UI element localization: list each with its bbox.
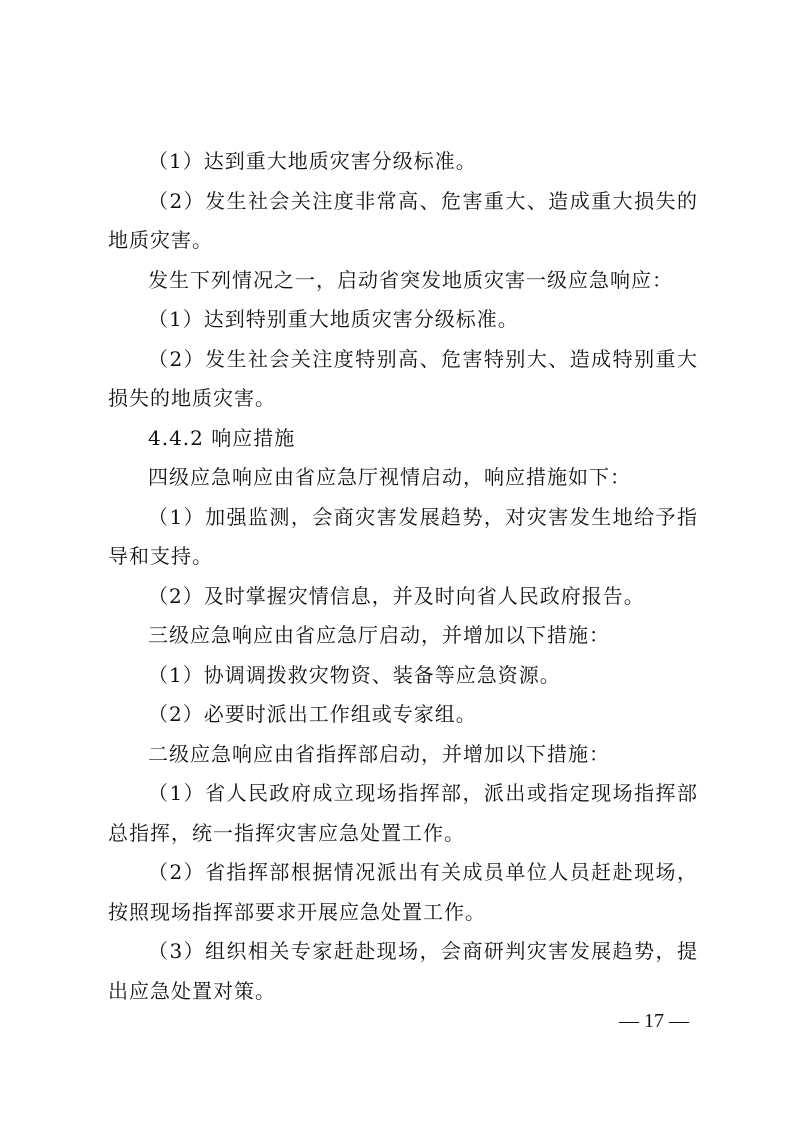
paragraph-15: （2）省指挥部根据情况派出有关成员单位人员赶赴现场，按照现场指挥部要求开展应急处置工作。 [108,860,698,924]
paragraph-14: （1）省人民政府成立现场指挥部，派出或指定现场指挥部总指挥，统一指挥灾害应急处置工作。 [108,781,698,845]
paragraph-3: 发生下列情况之一，启动省突发地质灾害一级应急响应： [148,267,673,292]
paragraph-13: 二级应急响应由省指挥部启动，并增加以下措施： [148,741,610,766]
paragraph-16: （3）组织相关专家赶赴现场，会商研判灾害发展趋势，提出应急处置对策。 [108,939,698,1003]
body-text [108,142,698,1011]
paragraph-9: （2）及时掌握灾情信息，并及时向省人民政府报告。 [148,583,645,608]
paragraph-11: （1）协调调拨救灾物资、装备等应急资源。 [148,662,561,687]
paragraph-7: 四级应急响应由省应急厅视情启动，响应措施如下： [148,465,631,489]
paragraph-4: （1）达到特别重大地质灾害分级标准。 [148,307,519,331]
paragraph-12: （2）必要时派出工作组或专家组。 [148,702,477,726]
paragraph-10: 三级应急响应由省应急厅启动，并增加以下措施： [148,623,610,647]
paragraph-5: （2）发生社会关注度特别高、危害特别大、造成特别重大损失的地质灾害。 [108,346,698,410]
paragraph-1: （1）达到重大地质灾害分级标准。 [148,149,477,173]
page-number: — 17 — [619,1010,689,1032]
paragraph-8: （1）加强监测，会商灾害发展趋势，对灾害发生地给予指导和支持。 [108,504,698,568]
section-heading: 4.4.2 响应措施 [148,425,296,450]
paragraph-2: （2）发生社会关注度非常高、危害重大、造成重大损失的地质灾害。 [108,188,698,252]
